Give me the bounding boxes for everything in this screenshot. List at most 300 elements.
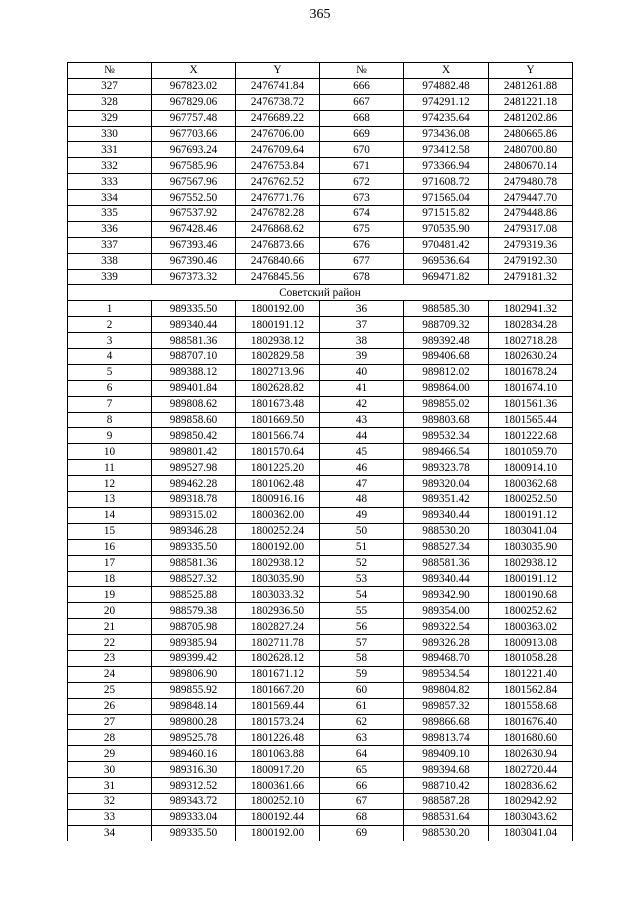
cell-y-left: 1800192.00 — [236, 539, 320, 555]
cell-number-right: 673 — [320, 190, 404, 206]
cell-x-right: 988709.32 — [404, 317, 489, 333]
cell-y-left: 2476771.76 — [236, 190, 320, 206]
cell-x-right: 989855.02 — [404, 396, 489, 412]
cell-x-left: 967373.32 — [152, 269, 236, 285]
cell-y-right: 1800252.62 — [489, 603, 573, 619]
cell-x-right: 989406.68 — [404, 349, 489, 365]
cell-number-left: 6 — [68, 380, 152, 396]
cell-x-right: 973412.58 — [404, 142, 489, 158]
cell-number-right: 57 — [320, 635, 404, 651]
cell-x-left: 967537.92 — [152, 206, 236, 222]
cell-y-right: 2479317.08 — [489, 221, 573, 237]
table-row — [68, 539, 573, 555]
cell-x-left: 989527.98 — [152, 460, 236, 476]
cell-x-left: 989800.28 — [152, 714, 236, 730]
cell-x-right: 989803.68 — [404, 412, 489, 428]
table-row — [68, 603, 573, 619]
cell-y-left: 2476753.84 — [236, 158, 320, 174]
cell-number-left: 2 — [68, 317, 152, 333]
cell-number-right: 38 — [320, 333, 404, 349]
cell-number-right: 669 — [320, 126, 404, 142]
cell-y-right: 1800190.68 — [489, 587, 573, 603]
cell-y-right: 1800191.12 — [489, 571, 573, 587]
cell-y-left: 1801673.48 — [236, 396, 320, 412]
cell-number-left: 3 — [68, 333, 152, 349]
cell-x-left: 989385.94 — [152, 635, 236, 651]
table-row — [68, 762, 573, 778]
cell-number-right: 67 — [320, 793, 404, 809]
cell-x-left: 988579.38 — [152, 603, 236, 619]
cell-number-right: 670 — [320, 142, 404, 158]
cell-number-right: 42 — [320, 396, 404, 412]
cell-y-right: 2479192.30 — [489, 253, 573, 269]
cell-number-left: 333 — [68, 174, 152, 190]
cell-number-right: 672 — [320, 174, 404, 190]
cell-number-left: 21 — [68, 619, 152, 635]
cell-y-left: 1801669.50 — [236, 412, 320, 428]
header-row — [68, 63, 573, 79]
table-row — [68, 190, 573, 206]
cell-x-right: 971565.04 — [404, 190, 489, 206]
cell-number-right: 668 — [320, 110, 404, 126]
header-x-left: X — [152, 63, 236, 79]
cell-x-right: 989326.28 — [404, 635, 489, 651]
cell-number-left: 331 — [68, 142, 152, 158]
cell-x-left: 967703.66 — [152, 126, 236, 142]
cell-x-left: 988581.36 — [152, 333, 236, 349]
table-row — [68, 587, 573, 603]
cell-x-left: 989401.84 — [152, 380, 236, 396]
cell-y-left: 2476782.28 — [236, 206, 320, 222]
cell-y-left: 1800191.12 — [236, 317, 320, 333]
cell-number-left: 12 — [68, 476, 152, 492]
table-header — [68, 63, 573, 79]
cell-x-right: 989323.78 — [404, 460, 489, 476]
cell-y-right: 2480670.14 — [489, 158, 573, 174]
cell-number-right: 41 — [320, 380, 404, 396]
cell-x-right: 969536.64 — [404, 253, 489, 269]
cell-number-right: 46 — [320, 460, 404, 476]
cell-y-left: 1800252.10 — [236, 793, 320, 809]
cell-number-left: 30 — [68, 762, 152, 778]
cell-x-right: 989340.44 — [404, 571, 489, 587]
page-number: 365 — [309, 7, 331, 22]
table-row — [68, 174, 573, 190]
cell-number-right: 63 — [320, 730, 404, 746]
table-row — [68, 650, 573, 666]
cell-y-left: 2476741.84 — [236, 78, 320, 94]
cell-x-left: 989333.04 — [152, 809, 236, 825]
cell-y-left: 1802827.24 — [236, 619, 320, 635]
cell-y-left: 1802938.12 — [236, 333, 320, 349]
cell-x-left: 988525.88 — [152, 587, 236, 603]
cell-y-left: 1801566.74 — [236, 428, 320, 444]
cell-x-right: 973366.94 — [404, 158, 489, 174]
cell-x-left: 967585.96 — [152, 158, 236, 174]
cell-number-left: 34 — [68, 825, 152, 840]
cell-number-right: 674 — [320, 206, 404, 222]
cell-number-left: 29 — [68, 746, 152, 762]
cell-x-left: 988581.36 — [152, 555, 236, 571]
cell-number-right: 62 — [320, 714, 404, 730]
cell-x-right: 989532.34 — [404, 428, 489, 444]
cell-y-left: 2476709.64 — [236, 142, 320, 158]
cell-y-right: 1801221.40 — [489, 666, 573, 682]
cell-x-left: 989858.60 — [152, 412, 236, 428]
cell-number-left: 327 — [68, 78, 152, 94]
cell-number-left: 18 — [68, 571, 152, 587]
cell-number-right: 677 — [320, 253, 404, 269]
cell-number-right: 66 — [320, 778, 404, 794]
cell-y-right: 1801674.10 — [489, 380, 573, 396]
cell-x-left: 988705.98 — [152, 619, 236, 635]
cell-x-left: 967829.06 — [152, 94, 236, 110]
cell-y-right: 1803043.62 — [489, 809, 573, 825]
cell-y-right: 2479448.86 — [489, 206, 573, 222]
cell-y-left: 1800362.00 — [236, 507, 320, 523]
cell-x-left: 967757.48 — [152, 110, 236, 126]
cell-x-right: 989857.32 — [404, 698, 489, 714]
cell-y-left: 1801570.64 — [236, 444, 320, 460]
cell-x-right: 988527.34 — [404, 539, 489, 555]
cell-x-right: 988587.28 — [404, 793, 489, 809]
cell-y-left: 1801063.88 — [236, 746, 320, 762]
cell-y-right: 1802938.12 — [489, 555, 573, 571]
table-row — [68, 523, 573, 539]
cell-number-right: 37 — [320, 317, 404, 333]
cell-number-right: 58 — [320, 650, 404, 666]
cell-y-left: 1803033.32 — [236, 587, 320, 603]
table-row — [68, 460, 573, 476]
cell-x-right: 989342.90 — [404, 587, 489, 603]
cell-x-left: 989335.50 — [152, 539, 236, 555]
table-row — [68, 253, 573, 269]
cell-y-right: 1802834.28 — [489, 317, 573, 333]
cell-number-right: 671 — [320, 158, 404, 174]
cell-number-left: 8 — [68, 412, 152, 428]
cell-y-right: 2481202.86 — [489, 110, 573, 126]
cell-y-left: 2476762.52 — [236, 174, 320, 190]
cell-number-left: 1 — [68, 301, 152, 317]
cell-number-right: 54 — [320, 587, 404, 603]
cell-x-right: 989866.68 — [404, 714, 489, 730]
cell-x-right: 989320.04 — [404, 476, 489, 492]
table-row — [68, 428, 573, 444]
header-number-right: № — [320, 63, 404, 79]
cell-number-right: 52 — [320, 555, 404, 571]
header-y-right: Y — [489, 63, 573, 79]
cell-y-right: 1801680.60 — [489, 730, 573, 746]
cell-x-left: 989808.62 — [152, 396, 236, 412]
table-row — [68, 110, 573, 126]
cell-x-right: 989354.00 — [404, 603, 489, 619]
cell-number-left: 336 — [68, 221, 152, 237]
cell-number-right: 44 — [320, 428, 404, 444]
table-row — [68, 301, 573, 317]
cell-number-left: 337 — [68, 237, 152, 253]
cell-y-left: 1800192.00 — [236, 301, 320, 317]
cell-number-left: 11 — [68, 460, 152, 476]
cell-y-right: 2480700.80 — [489, 142, 573, 158]
table-row — [68, 555, 573, 571]
cell-y-right: 1803041.04 — [489, 523, 573, 539]
cell-x-left: 967428.46 — [152, 221, 236, 237]
cell-x-right: 974882.48 — [404, 78, 489, 94]
cell-y-left: 1802628.12 — [236, 650, 320, 666]
cell-x-left: 989343.72 — [152, 793, 236, 809]
table-row — [68, 444, 573, 460]
table-row — [68, 714, 573, 730]
cell-number-left: 334 — [68, 190, 152, 206]
cell-x-left: 989388.12 — [152, 364, 236, 380]
cell-x-right: 989392.48 — [404, 333, 489, 349]
coordinates-table — [67, 62, 573, 841]
cell-number-right: 675 — [320, 221, 404, 237]
cell-y-left: 1800361.66 — [236, 778, 320, 794]
cell-x-left: 989848.14 — [152, 698, 236, 714]
cell-y-right: 1801561.36 — [489, 396, 573, 412]
cell-y-right: 2481261.88 — [489, 78, 573, 94]
cell-x-right: 989534.54 — [404, 666, 489, 682]
cell-x-left: 967390.46 — [152, 253, 236, 269]
cell-number-left: 20 — [68, 603, 152, 619]
cell-y-right: 1801222.68 — [489, 428, 573, 444]
cell-x-right: 989864.00 — [404, 380, 489, 396]
table-row — [68, 396, 573, 412]
cell-number-left: 15 — [68, 523, 152, 539]
table-body-bottom — [68, 301, 573, 841]
header-x-right: X — [404, 63, 489, 79]
cell-y-right: 1801565.44 — [489, 412, 573, 428]
cell-number-right: 53 — [320, 571, 404, 587]
cell-x-left: 989312.52 — [152, 778, 236, 794]
cell-number-right: 49 — [320, 507, 404, 523]
cell-x-left: 989460.16 — [152, 746, 236, 762]
cell-y-left: 1800917.20 — [236, 762, 320, 778]
cell-number-left: 17 — [68, 555, 152, 571]
cell-number-left: 32 — [68, 793, 152, 809]
cell-y-right: 1803035.90 — [489, 539, 573, 555]
cell-number-right: 40 — [320, 364, 404, 380]
cell-number-left: 5 — [68, 364, 152, 380]
cell-x-right: 988581.36 — [404, 555, 489, 571]
cell-x-left: 989318.78 — [152, 492, 236, 508]
cell-y-left: 1801226.48 — [236, 730, 320, 746]
table-row — [68, 492, 573, 508]
cell-x-right: 988710.42 — [404, 778, 489, 794]
cell-x-right: 989812.02 — [404, 364, 489, 380]
cell-number-left: 329 — [68, 110, 152, 126]
cell-number-right: 39 — [320, 349, 404, 365]
cell-y-left: 2476738.72 — [236, 94, 320, 110]
cell-x-right: 989466.54 — [404, 444, 489, 460]
cell-y-right: 1802630.94 — [489, 746, 573, 762]
cell-x-right: 971515.82 — [404, 206, 489, 222]
cell-number-left: 13 — [68, 492, 152, 508]
cell-y-right: 1800914.10 — [489, 460, 573, 476]
table-body-top — [68, 78, 573, 285]
table-row — [68, 221, 573, 237]
cell-y-right: 1801558.68 — [489, 698, 573, 714]
cell-y-right: 1802720.44 — [489, 762, 573, 778]
cell-number-left: 330 — [68, 126, 152, 142]
cell-y-left: 1800192.00 — [236, 825, 320, 840]
cell-x-left: 988707.10 — [152, 349, 236, 365]
cell-x-right: 969471.82 — [404, 269, 489, 285]
cell-y-left: 2476873.66 — [236, 237, 320, 253]
cell-y-left: 2476840.66 — [236, 253, 320, 269]
table-row — [68, 142, 573, 158]
cell-number-left: 22 — [68, 635, 152, 651]
cell-x-right: 973436.08 — [404, 126, 489, 142]
cell-x-left: 989801.42 — [152, 444, 236, 460]
cell-y-right: 1801676.40 — [489, 714, 573, 730]
table-row — [68, 746, 573, 762]
cell-number-right: 51 — [320, 539, 404, 555]
table-row — [68, 126, 573, 142]
section-divider — [68, 285, 573, 301]
cell-y-right: 1801562.84 — [489, 682, 573, 698]
cell-number-right: 59 — [320, 666, 404, 682]
cell-y-right: 1803041.04 — [489, 825, 573, 840]
cell-x-right: 988530.20 — [404, 523, 489, 539]
cell-y-right: 2479319.36 — [489, 237, 573, 253]
cell-number-right: 60 — [320, 682, 404, 698]
cell-number-left: 27 — [68, 714, 152, 730]
cell-number-left: 24 — [68, 666, 152, 682]
cell-number-left: 28 — [68, 730, 152, 746]
cell-x-left: 989525.78 — [152, 730, 236, 746]
header-y-left: Y — [236, 63, 320, 79]
cell-number-left: 16 — [68, 539, 152, 555]
cell-y-left: 2476689.22 — [236, 110, 320, 126]
table-row — [68, 237, 573, 253]
table-row — [68, 778, 573, 794]
cell-number-right: 36 — [320, 301, 404, 317]
cell-x-left: 989850.42 — [152, 428, 236, 444]
cell-number-right: 68 — [320, 809, 404, 825]
cell-y-right: 2479181.32 — [489, 269, 573, 285]
cell-y-left: 2476845.56 — [236, 269, 320, 285]
cell-y-right: 1800252.50 — [489, 492, 573, 508]
cell-x-left: 967823.02 — [152, 78, 236, 94]
cell-y-right: 2480665.86 — [489, 126, 573, 142]
cell-y-left: 2476868.62 — [236, 221, 320, 237]
cell-x-right: 989813.74 — [404, 730, 489, 746]
cell-number-left: 14 — [68, 507, 152, 523]
cell-number-right: 678 — [320, 269, 404, 285]
cell-number-left: 338 — [68, 253, 152, 269]
cell-x-left: 989335.50 — [152, 825, 236, 840]
cell-x-right: 988585.30 — [404, 301, 489, 317]
cell-x-right: 974291.12 — [404, 94, 489, 110]
cell-number-left: 19 — [68, 587, 152, 603]
cell-number-right: 50 — [320, 523, 404, 539]
cell-y-left: 1801573.24 — [236, 714, 320, 730]
cell-x-left: 989315.02 — [152, 507, 236, 523]
cell-number-right: 56 — [320, 619, 404, 635]
cell-number-left: 339 — [68, 269, 152, 285]
cell-number-right: 55 — [320, 603, 404, 619]
cell-y-right: 1800913.08 — [489, 635, 573, 651]
cell-x-left: 989399.42 — [152, 650, 236, 666]
cell-x-left: 967693.24 — [152, 142, 236, 158]
cell-y-left: 1800192.44 — [236, 809, 320, 825]
table-row — [68, 206, 573, 222]
cell-y-right: 1802941.32 — [489, 301, 573, 317]
cell-number-left: 23 — [68, 650, 152, 666]
table-row — [68, 476, 573, 492]
cell-y-left: 1803035.90 — [236, 571, 320, 587]
cell-number-left: 4 — [68, 349, 152, 365]
table-row — [68, 571, 573, 587]
header-number-left: № — [68, 63, 152, 79]
table-row — [68, 507, 573, 523]
cell-x-right: 989468.70 — [404, 650, 489, 666]
cell-y-right: 1801058.28 — [489, 650, 573, 666]
cell-x-right: 989804.82 — [404, 682, 489, 698]
table-row — [68, 364, 573, 380]
section-title: Советский район — [68, 285, 573, 301]
cell-y-left: 1802829.58 — [236, 349, 320, 365]
table-row — [68, 809, 573, 825]
cell-y-left: 1802938.12 — [236, 555, 320, 571]
cell-y-right: 1802836.62 — [489, 778, 573, 794]
table-row — [68, 682, 573, 698]
cell-x-right: 970535.90 — [404, 221, 489, 237]
cell-x-left: 989316.30 — [152, 762, 236, 778]
table-row — [68, 698, 573, 714]
cell-x-right: 989340.44 — [404, 507, 489, 523]
cell-number-left: 332 — [68, 158, 152, 174]
cell-y-right: 2481221.18 — [489, 94, 573, 110]
cell-x-left: 967552.50 — [152, 190, 236, 206]
cell-x-left: 989335.50 — [152, 301, 236, 317]
table-row — [68, 78, 573, 94]
cell-y-left: 1802711.78 — [236, 635, 320, 651]
cell-y-left: 1800252.24 — [236, 523, 320, 539]
cell-y-right: 1800363.02 — [489, 619, 573, 635]
cell-y-right: 2479480.78 — [489, 174, 573, 190]
cell-y-left: 1800916.16 — [236, 492, 320, 508]
cell-y-left: 1801667.20 — [236, 682, 320, 698]
table-row — [68, 793, 573, 809]
cell-y-right: 1801059.70 — [489, 444, 573, 460]
cell-number-left: 26 — [68, 698, 152, 714]
cell-x-right: 989394.68 — [404, 762, 489, 778]
cell-y-right: 1802942.92 — [489, 793, 573, 809]
table-row — [68, 730, 573, 746]
cell-y-left: 1801062.48 — [236, 476, 320, 492]
cell-number-left: 25 — [68, 682, 152, 698]
table-row — [68, 94, 573, 110]
cell-number-left: 9 — [68, 428, 152, 444]
cell-x-left: 988527.32 — [152, 571, 236, 587]
cell-number-right: 69 — [320, 825, 404, 840]
cell-x-left: 967567.96 — [152, 174, 236, 190]
cell-y-right: 1802630.24 — [489, 349, 573, 365]
cell-x-right: 989351.42 — [404, 492, 489, 508]
cell-y-right: 1800362.68 — [489, 476, 573, 492]
cell-number-right: 45 — [320, 444, 404, 460]
cell-number-right: 43 — [320, 412, 404, 428]
cell-x-left: 967393.46 — [152, 237, 236, 253]
section-row — [68, 285, 573, 301]
cell-x-right: 971608.72 — [404, 174, 489, 190]
cell-number-right: 65 — [320, 762, 404, 778]
cell-number-left: 10 — [68, 444, 152, 460]
cell-x-right: 974235.64 — [404, 110, 489, 126]
